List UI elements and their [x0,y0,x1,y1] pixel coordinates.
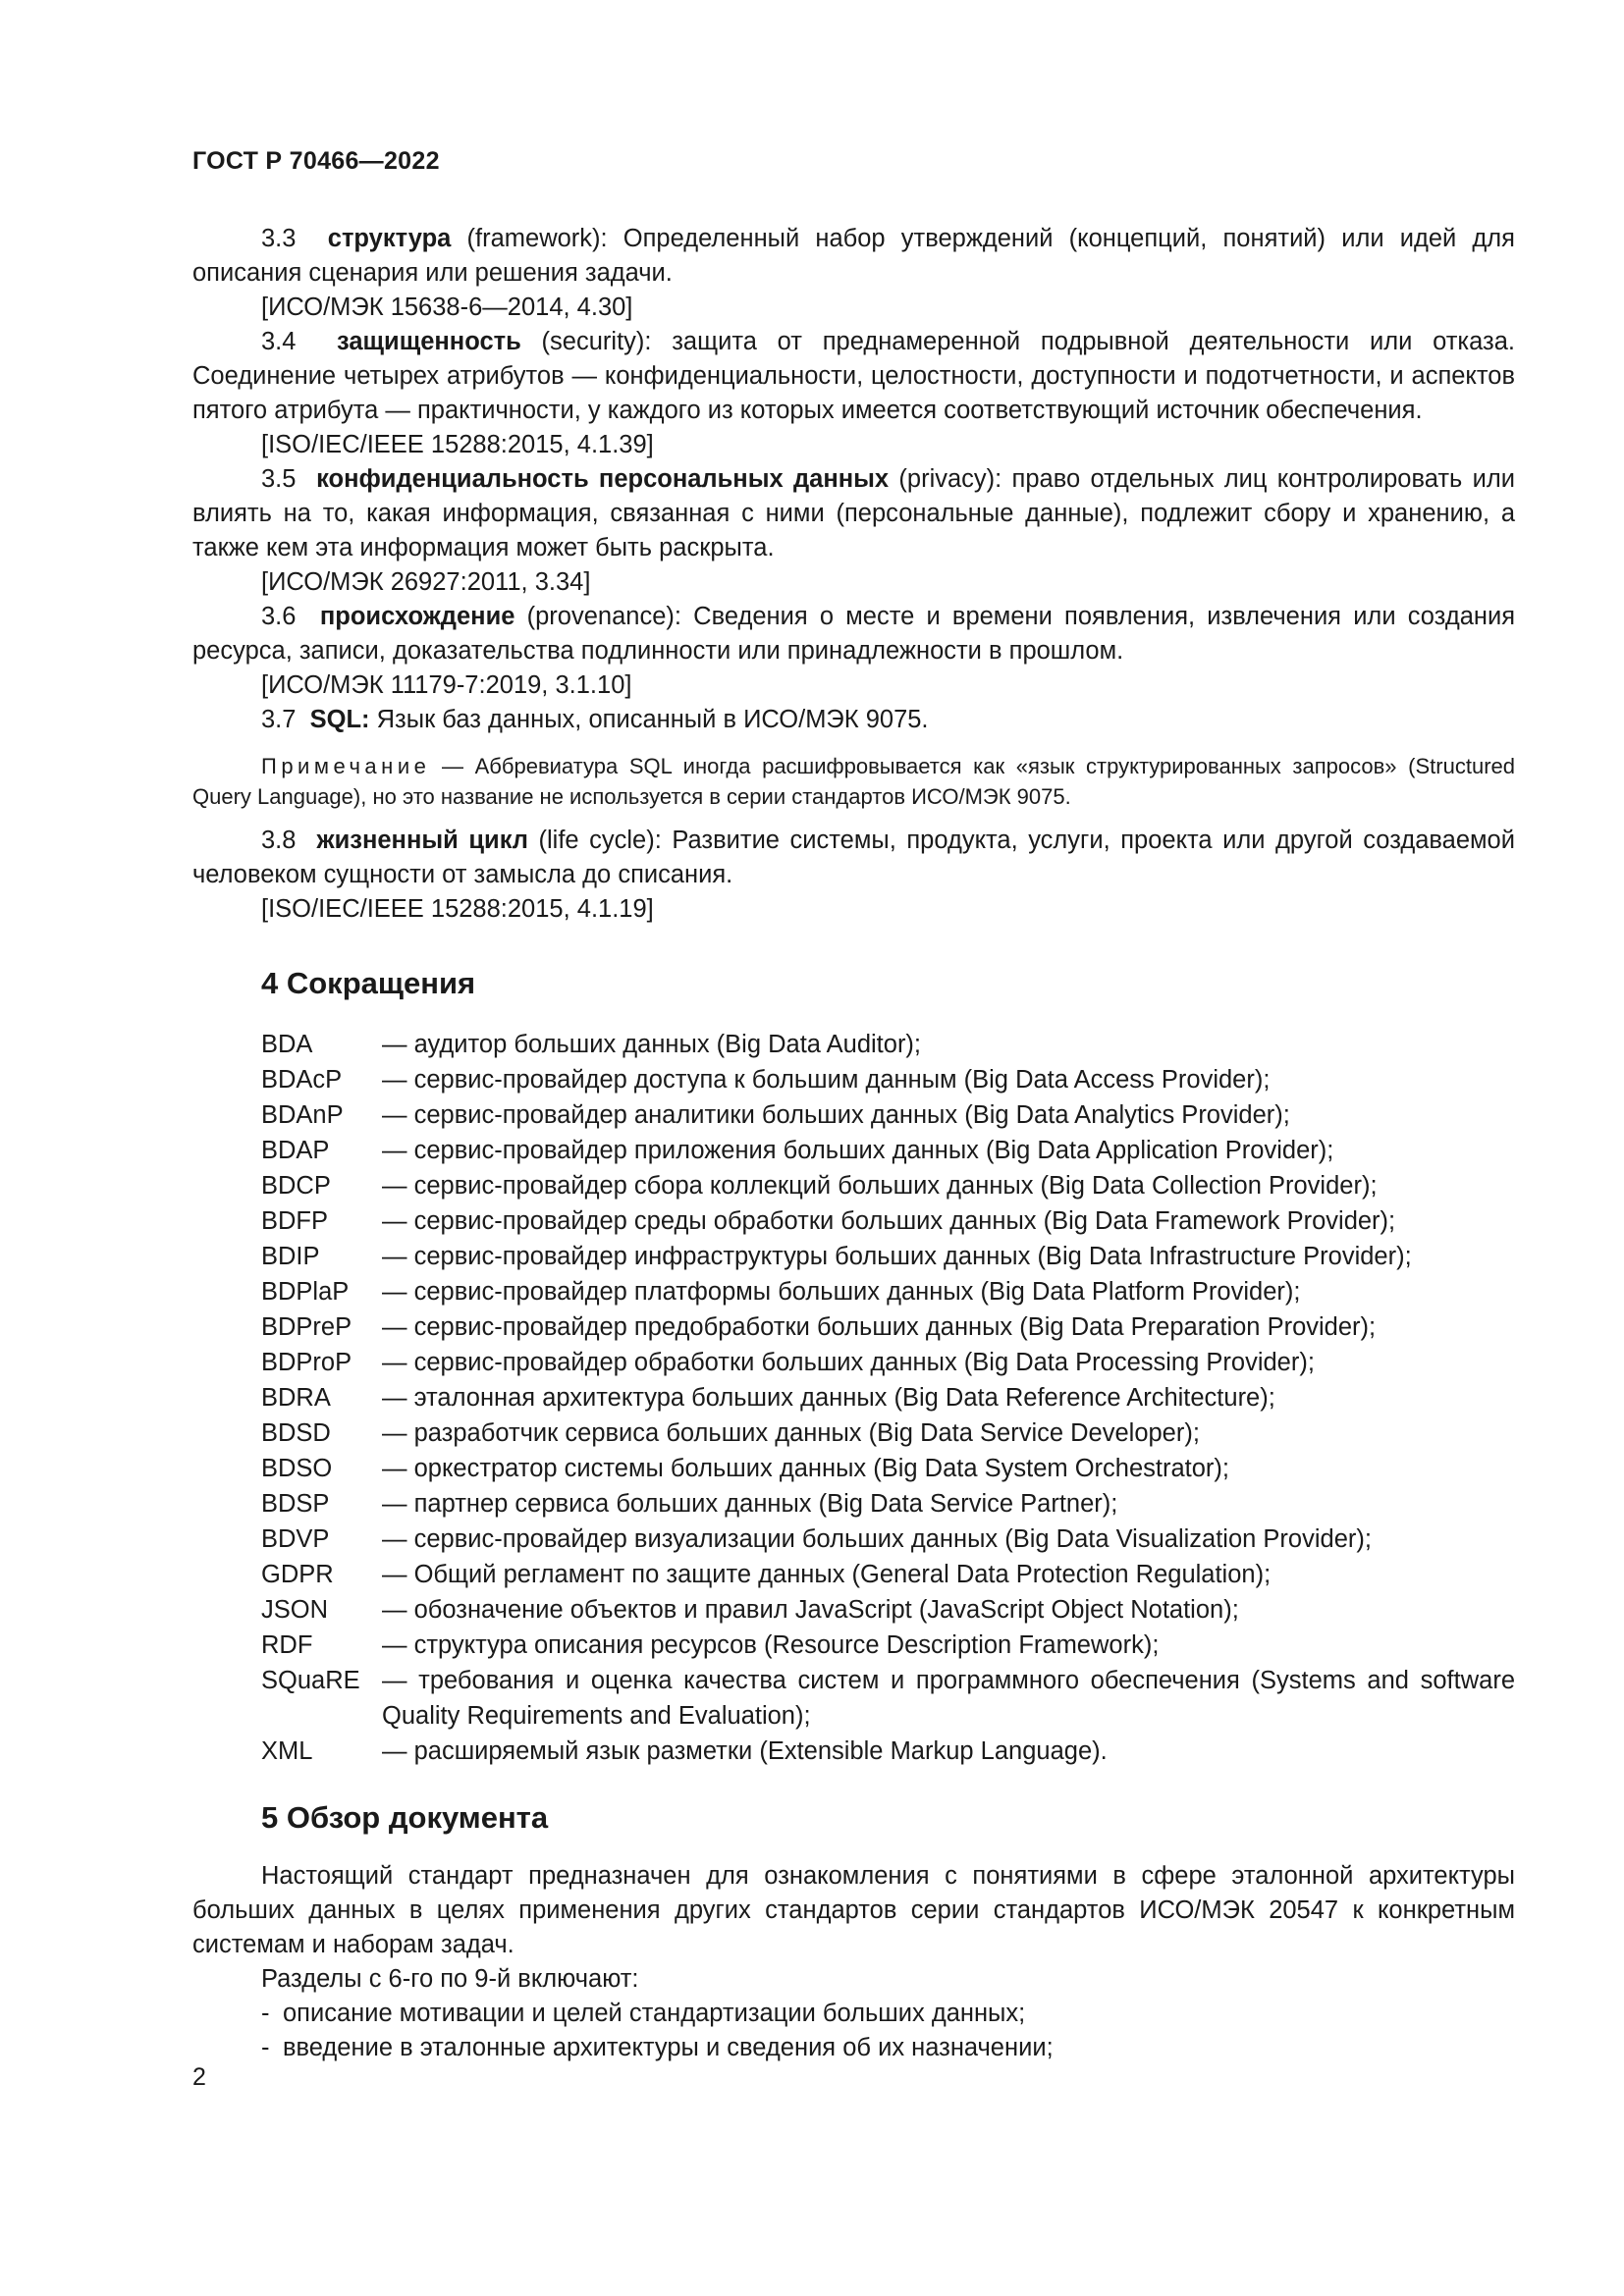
definition-reference: [ISO/IEC/IEEE 15288:2015, 4.1.19] [261,895,654,923]
definition-3-4 [192,325,1515,428]
abbreviation-code: BDSP [261,1490,330,1518]
note-text: — Аббревиатура SQL иногда расшифровывается как «язык структурированных запросов» (Structured Query Language), но это название не используется в серии стандартов ИСО/МЭК 9075. [192,754,1515,809]
list-item [261,2031,1515,2065]
abbreviation-text: — расширяемый язык разметки (Extensible Markup Language). [382,1737,1108,1765]
definition-3-5 [192,462,1515,565]
abbreviation-text: — разработчик сервиса больших данных (Big Data Service Developer); [382,1419,1200,1447]
definition-text: (security): защита от преднамеренной подрывной деятельности или отказа. Соединение четырех атрибутов — конфиденциальности, целостности, доступности и подотчетности, и аспектов пятого атрибута — практичности, у каждого из которых имеется соответствующий источник обеспечения. [192,328,1516,424]
abbreviation-text: — требования и оценка качества систем и программного обеспечения (Systems and software Quality Requirements and Evaluation); [382,1667,1515,1730]
abbreviation-code: BDIP [261,1243,320,1270]
abbreviation-row [261,1628,1515,1663]
list-bullet: - [261,2000,270,2027]
abbreviation-row [261,1592,1515,1628]
abbreviation-code: BDA [261,1031,313,1058]
abbreviation-row [261,1345,1515,1380]
section-4-heading: 4 Сокращения [261,966,476,1000]
definition-number: 3.4 [261,328,297,355]
page-header: ГОСТ Р 70466—2022 [192,147,440,175]
abbreviation-row [261,1734,1515,1769]
note-label: Примечание [261,754,431,778]
abbreviation-text: — сервис-провайдер обработки больших данных (Big Data Processing Provider); [382,1349,1315,1376]
abbreviation-code: BDAnP [261,1101,344,1129]
abbreviation-text: — сервис-провайдер визуализации больших данных (Big Data Visualization Provider); [382,1525,1372,1553]
abbreviation-text: — структура описания ресурсов (Resource Description Framework); [382,1631,1160,1659]
definition-text: (provenance): Сведения о месте и времени появления, извлечения или создания ресурса, записи, доказательства подлинности или принадлежности в прошлом. [192,603,1516,665]
abbreviation-text: — аудитор больших данных (Big Data Auditor); [382,1031,922,1058]
abbreviation-row [261,1274,1515,1309]
abbreviation-text: — сервис-провайдер среды обработки больших данных (Big Data Framework Provider); [382,1207,1396,1235]
abbreviation-row [261,1415,1515,1451]
abbreviation-text: — сервис-провайдер приложения больших данных (Big Data Application Provider); [382,1137,1334,1164]
abbreviation-list [192,1027,1515,1769]
abbreviation-code: BDSD [261,1419,331,1447]
abbreviation-text: — сервис-провайдер сбора коллекций больших данных (Big Data Collection Provider); [382,1172,1378,1200]
abbreviation-code: BDRA [261,1384,331,1412]
abbreviation-code: RDF [261,1631,313,1659]
abbreviation-text: — сервис-провайдер предобработки больших данных (Big Data Preparation Provider); [382,1313,1377,1341]
definition-term: конфиденциальность персональных данных [316,465,890,493]
abbreviation-row [261,1557,1515,1592]
definition-reference: [ИСО/МЭК 11179-7:2019, 3.1.10] [261,671,632,699]
definition-reference: [ISO/IEC/IEEE 15288:2015, 4.1.39] [261,431,654,458]
abbreviation-row [261,1027,1515,1062]
abbreviation-row [261,1203,1515,1239]
abbreviation-row [261,1451,1515,1486]
definition-3-3 [192,222,1515,291]
abbreviation-row [261,1239,1515,1274]
definition-text: (framework): Определенный набор утверждений (концепций, понятий) или идей для описания сценария или решения задачи. [192,225,1515,287]
definition-term: SQL: [309,706,370,733]
definition-term: жизненный цикл [316,827,528,854]
abbreviation-code: BDPreP [261,1313,352,1341]
abbreviation-code: BDCP [261,1172,331,1200]
definition-number: 3.7 [261,706,297,733]
abbreviation-row [261,1309,1515,1345]
abbreviation-code: JSON [261,1596,329,1624]
list-item-text: описание мотивации и целей стандартизации больших данных; [283,2000,1026,2027]
definition-3-8 [192,824,1515,892]
abbreviation-text: — оркестратор системы больших данных (Big Data System Orchestrator); [382,1455,1229,1482]
abbreviation-text: — эталонная архитектура больших данных (Big Data Reference Architecture); [382,1384,1275,1412]
abbreviation-code: BDAP [261,1137,330,1164]
abbreviation-code: BDPlaP [261,1278,350,1306]
abbreviation-row [261,1097,1515,1133]
abbreviation-code: BDProP [261,1349,352,1376]
section-5-list [192,1997,1515,2065]
definition-term: структура [327,225,452,252]
page-content [192,222,1515,2065]
abbreviation-row [261,1168,1515,1203]
abbreviation-code: BDSO [261,1455,333,1482]
abbreviation-code: XML [261,1737,313,1765]
definition-text: (life cycle): Развитие системы, продукта, услуги, проекта или другой создаваемой человеком сущности от замысла до списания. [192,827,1515,888]
abbreviation-row [261,1133,1515,1168]
abbreviation-row [261,1663,1515,1734]
abbreviation-code: BDFP [261,1207,329,1235]
definition-text: (privacy): право отдельных лиц контролировать или влиять на то, какая информация, связанная с ними (персональные данные), подлежит сбору и хранению, а также кем эта информация может быть раскрыта. [192,465,1515,561]
definition-number: 3.6 [261,603,297,630]
section-5-intro: Разделы с 6-го по 9-й включают: [261,1965,639,1993]
definition-text: Язык баз данных, описанный в ИСО/МЭК 9075. [369,706,929,733]
abbreviation-row [261,1062,1515,1097]
list-item [261,1997,1515,2031]
abbreviation-text: — сервис-провайдер аналитики больших данных (Big Data Analytics Provider); [382,1101,1290,1129]
abbreviation-text: — партнер сервиса больших данных (Big Data Service Partner); [382,1490,1118,1518]
definition-reference: [ИСО/МЭК 15638-6—2014, 4.30] [261,294,633,321]
abbreviation-code: GDPR [261,1561,334,1588]
abbreviation-row [261,1522,1515,1557]
definition-number: 3.5 [261,465,297,493]
list-item-text: введение в эталонные архитектуры и сведения об их назначении; [283,2034,1054,2061]
definition-3-7 [192,703,1515,737]
abbreviation-code: BDAcP [261,1066,343,1094]
definition-term: происхождение [319,603,515,630]
definition-number: 3.3 [261,225,297,252]
page-number: 2 [192,2063,206,2091]
definition-reference: [ИСО/МЭК 26927:2011, 3.34] [261,568,591,596]
note [192,751,1515,812]
definition-term: защищенность [336,328,521,355]
abbreviation-text: — Общий регламент по защите данных (General Data Protection Regulation); [382,1561,1272,1588]
abbreviation-text: — обозначение объектов и правил JavaScript (JavaScript Object Notation); [382,1596,1239,1624]
definition-number: 3.8 [261,827,297,854]
abbreviation-row [261,1380,1515,1415]
abbreviation-code: BDVP [261,1525,330,1553]
abbreviation-code: SQuaRE [261,1667,360,1694]
abbreviation-row [261,1486,1515,1522]
section-5-heading: 5 Обзор документа [261,1800,549,1835]
section-5-paragraph: Настоящий стандарт предназначен для ознакомления с понятиями в сфере эталонной архитектуры больших данных в целях применения других стандартов серии стандартов ИСО/МЭК 20547 к конкретным системам и наборам задач. [192,1862,1515,1958]
abbreviation-text: — сервис-провайдер платформы больших данных (Big Data Platform Provider); [382,1278,1301,1306]
abbreviation-text: — сервис-провайдер инфраструктуры больших данных (Big Data Infrastructure Provider); [382,1243,1412,1270]
definition-3-6 [192,600,1515,668]
list-bullet: - [261,2034,270,2061]
abbreviation-text: — сервис-провайдер доступа к большим данным (Big Data Access Provider); [382,1066,1271,1094]
